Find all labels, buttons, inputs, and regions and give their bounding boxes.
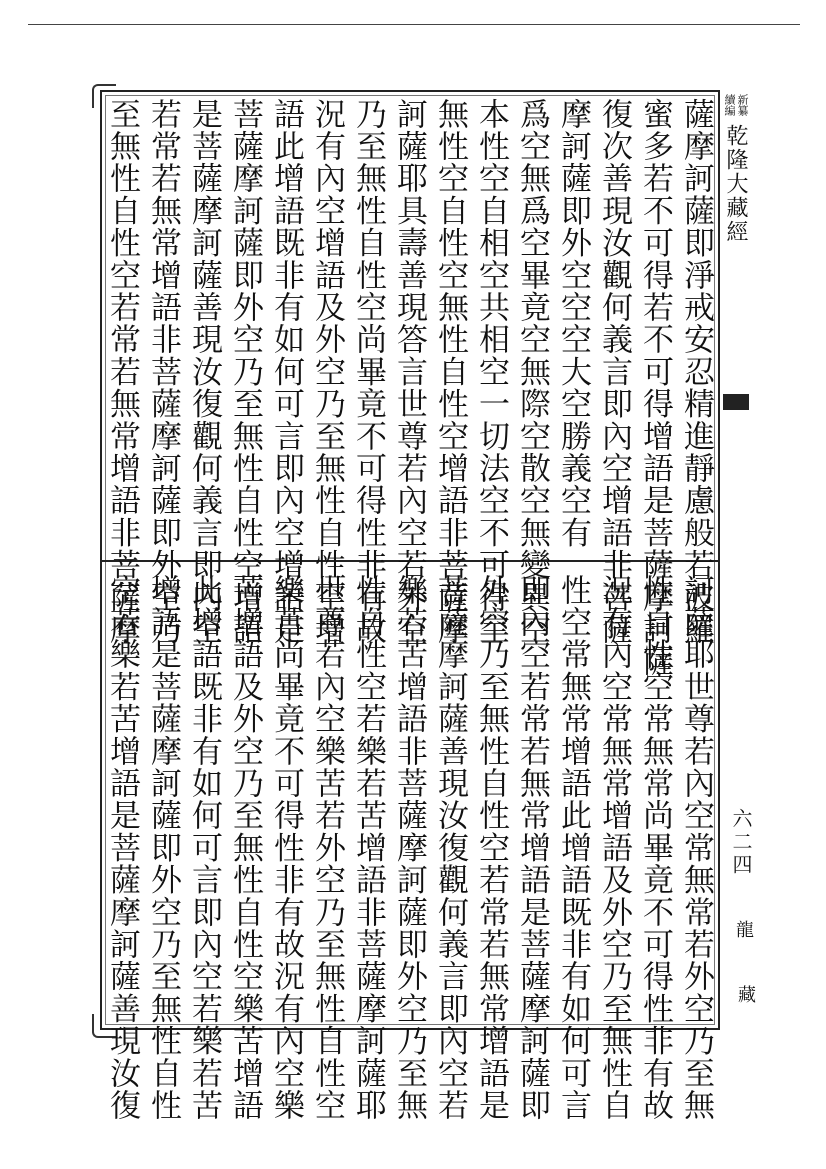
margin-mark-2: 藏 bbox=[735, 985, 756, 1003]
collection-label-1: 新纂 bbox=[736, 94, 749, 116]
top-rule bbox=[28, 24, 800, 25]
lower-column: 增語是菩薩摩訶薩即外空乃至無性自性 bbox=[145, 574, 181, 1122]
lower-column: 即內空若常若無常增語是菩薩摩訶薩即 bbox=[514, 574, 550, 1122]
margin-title: 乾隆大藏經 bbox=[723, 124, 748, 244]
page-number: 六二四 bbox=[729, 808, 753, 877]
lower-column: 苦增語及外空乃至無性自性空樂苦增語 bbox=[227, 574, 263, 1122]
lower-column: 菩薩摩訶薩善現汝復觀何義言即內空若 bbox=[432, 574, 468, 1122]
lower-column: 性自性空常無常尚畢竟不可得性非有故 bbox=[637, 574, 673, 1122]
upper-column: 無性空自性空無性自性空增語非菩薩摩 bbox=[432, 98, 468, 646]
upper-column: 是菩薩摩訶薩善現汝復觀何義言即內空 bbox=[186, 98, 222, 646]
upper-column: 菩薩摩訶薩即外空乃至無性自性空增語 bbox=[227, 98, 263, 646]
upper-column: 薩摩訶薩即淨戒安忍精進靜慮般若波羅 bbox=[678, 98, 714, 646]
collection-label-2: 續編 bbox=[723, 94, 736, 116]
upper-column: 語此增語既非有如何可言即內空增語是 bbox=[268, 98, 304, 646]
upper-column: 爲空無爲空畢竟空無際空散空無變異空 bbox=[514, 98, 550, 646]
upper-column: 若常若無常增語非菩薩摩訶薩即外空乃 bbox=[145, 98, 181, 646]
lower-column: 此增語既非有如何可言即內空若樂若苦 bbox=[186, 574, 222, 1122]
upper-column: 至無性自性空若常若無常增語非菩薩摩 bbox=[104, 98, 140, 646]
upper-column: 蜜多若不可得若不可得增語是菩薩摩訶薩 bbox=[637, 98, 673, 678]
upper-column: 訶薩耶具壽善現答言世尊若內空若外空 bbox=[391, 98, 427, 646]
lower-column: 性自性空若樂若苦增語非菩薩摩訶薩耶 bbox=[350, 574, 386, 1122]
upper-column: 況有內空增語及外空乃至無性自性空增 bbox=[309, 98, 345, 646]
lower-column: 樂苦尚畢竟不可得性非有故況有內空樂 bbox=[268, 574, 304, 1122]
upper-column: 本性空自相空共相空一切法空不可得空 bbox=[473, 98, 509, 646]
upper-column: 乃至無性自性空尚畢竟不可得性非有故 bbox=[350, 98, 386, 646]
margin-mark-1: 龍 bbox=[733, 920, 754, 938]
upper-column: 摩訶薩即外空空空大空勝義空有 bbox=[555, 98, 591, 549]
lower-column: 性空常無常增語此增語既非有如何可言 bbox=[555, 574, 591, 1122]
fishtail-mark bbox=[723, 394, 749, 410]
lower-column: 空若樂若苦增語是菩薩摩訶薩善現汝復 bbox=[104, 574, 140, 1122]
lower-column: 世尊若內空樂苦若外空乃至無性自性空 bbox=[309, 574, 345, 1122]
lower-column: 樂若苦增語非菩薩摩訶薩即外空乃至無 bbox=[391, 574, 427, 1122]
upper-column: 復次善現汝觀何義言即內空增語非菩薩 bbox=[596, 98, 632, 646]
lower-column: 況有內空常無常增語及外空乃至無性自 bbox=[596, 574, 632, 1122]
lower-column: 外空乃至無性自性空若常若無常增語是 bbox=[473, 574, 509, 1122]
lower-column: 訶薩耶世尊若內空常無常若外空乃至無 bbox=[678, 574, 714, 1122]
